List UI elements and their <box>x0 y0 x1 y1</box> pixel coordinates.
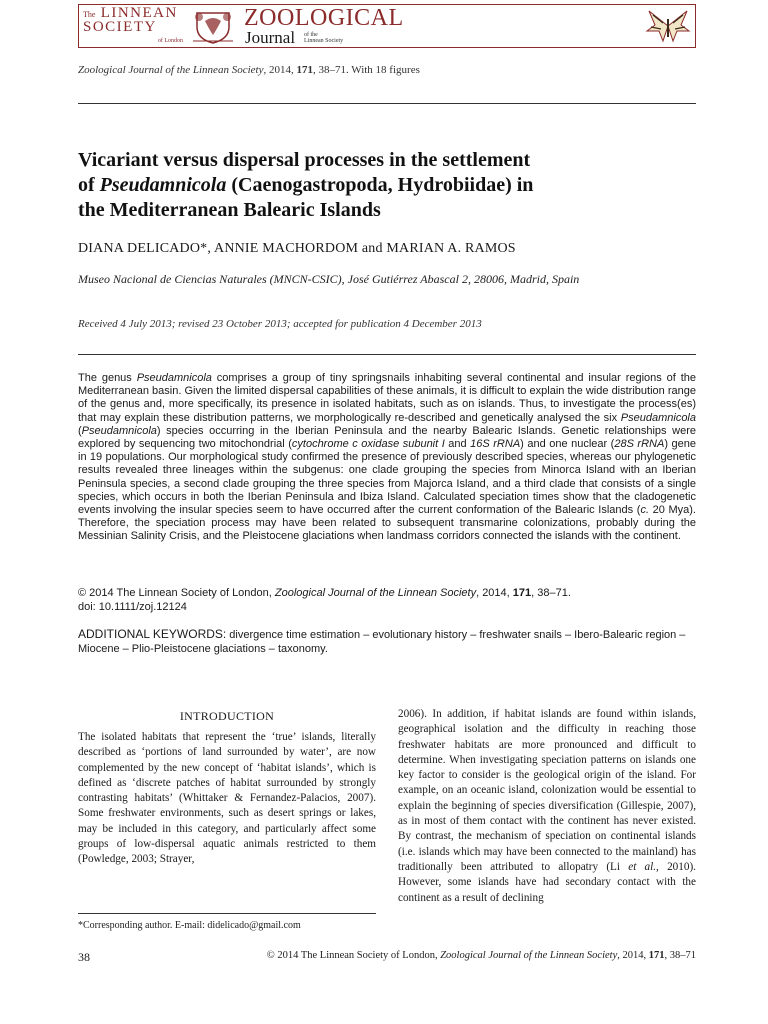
citation-year: , 2014, <box>263 64 297 76</box>
journal-tag2: Linnean Society <box>304 38 344 44</box>
copyright-year: , 2014, <box>476 587 513 599</box>
title-line1: Vicariant versus dispersal processes in the settlement <box>78 149 531 171</box>
abstract-genus: Pseudamnicola <box>136 372 212 384</box>
abstract-text: comprises a group of tiny springsnails inhabiting several continental and insular regions of the Mediterranean basin. Given the limited dispersal capabilities of these animals, it is difficult to explain the wide distribution range of the genus and, more specifically, its presence in isolated habitats, such as on islands. Thus, to investigate the process(es) that may explain these distribution patterns, we morphologically re-described and genetically analysed the six <box>78 372 696 424</box>
journal-word: Journal <box>245 28 296 47</box>
copyright-journal: Zoological Journal of the Linnean Society <box>274 587 477 599</box>
page-number: 38 <box>78 950 90 964</box>
copyright-pages: , 38–71. <box>531 587 571 599</box>
copyright-pre: © 2014 The Linnean Society of London, <box>78 587 275 599</box>
keywords <box>78 627 696 656</box>
journal-zoological: ZOOLOGICAL <box>244 5 404 31</box>
copyright-volume: 171 <box>512 587 532 599</box>
footer-volume: 171 <box>648 950 665 961</box>
abstract-text: ( <box>78 424 82 437</box>
abstract-text: 20 Mya). Therefore, the speciation process may have been related to subsequent transmarine colonizations, probably during the Messinian Salinity Crisis, and the Pleistocene glaciations when landmass corridors connected the islands with the continent. <box>78 504 696 543</box>
footer-pages: , 38–71 <box>664 950 696 961</box>
received-dates: Received 4 July 2013; revised 23 October 2013; accepted for publication 4 December 2013 <box>78 318 482 330</box>
society-line2: SOCIETY <box>83 19 157 35</box>
citation-rest: , 38–71. With 18 figures <box>312 64 420 76</box>
abstract-gene: 28S rRNA <box>614 438 665 451</box>
abstract-text: ) and one nuclear ( <box>520 438 615 451</box>
abstract-text: and <box>444 438 471 451</box>
section-heading-introduction: INTRODUCTION <box>179 709 275 723</box>
abstract-text: ) gene in 19 populations. Our morphological study confirmed the presence of previously described species, whereas our phylogenetic results revealed three lineages within the subgenus: one clade grouping the species from Minorca Island with an Iberian Peninsula species, a second clade grouping the three species from Majorca Island, and a third clade that consists of a single species, which occurs in both the Iberian Peninsula and Ibiza Island. Calculated speciation times show that the cladogenetic events involving the insular species seem to have occurred after the current conformation of the Balearic Islands ( <box>78 438 696 517</box>
keywords-label: ADDITIONAL KEYWORDS: <box>78 627 227 641</box>
abstract-genus: Pseudamnicola <box>81 424 157 437</box>
intro-right-text: 2006). In addition, if habitat islands are found within islands, geographical isolation and the difficulty in reaching those freshwater habitats are more pronounced and difficult to determine. When investigating speciation patterns on islands one key factor to consider is the geological origin of the island. For example, on an oceanic island, colonization would be essential to explain the beginning of species diversification (Gillespie, 2007), as in most of them contact with the continent has never existed. By contrast, the mechanism of speciation on continental islands (i.e. islands which may have been connected to the mainland) has traditionally been attributed to allopatry (Li <box>398 708 696 873</box>
title-line2-pre: of <box>78 174 100 196</box>
citation-volume: 171 <box>296 64 313 76</box>
footnote-divider <box>78 913 376 914</box>
affiliation: Museo Nacional de Ciencias Naturales (MNCN-CSIC), José Gutiérrez Abascal 2, 28006, Madrid, Spain <box>78 272 580 286</box>
abstract-text: The genus <box>78 372 137 384</box>
intro-column-left: The isolated habitats that represent the ‘true’ islands, literally described as ‘portions of land surrounded by water’, are now complemented by the new concept of ‘habitat islands’, which is defined as ‘discrete patches of habitat surrounded by strongly contrasting habitats’ (Whittaker & Fernandez-Palacios, 2007). Some freshwater environments, such as desert springs or lakes, may be included in this category, and particularly affect some groups of low-dispersal aquatic animals restricted to them (Powledge, 2003; Strayer, <box>78 731 376 866</box>
intro-etal: et al. <box>628 860 657 873</box>
society-line1: LINNEAN <box>100 5 178 21</box>
journal-banner <box>78 4 696 48</box>
abstract-gene: cytochrome c oxidase subunit I <box>291 438 445 451</box>
society-wordmark <box>83 7 183 48</box>
footer-pre: © 2014 The Linnean Society of London, <box>266 950 441 961</box>
footer-year: , 2014, <box>617 950 649 961</box>
society-the: The <box>83 10 96 19</box>
doi-link[interactable]: doi: 10.1111/zoj.12124 <box>78 600 187 613</box>
keywords-text: divergence time estimation – evolutionary history – freshwater snails – Ibero-Balearic region – Miocene – Plio-Pleistocene glaciations – taxonomy. <box>78 629 686 655</box>
journal-tag1: of the <box>304 32 318 38</box>
abstract-circa: c. <box>640 504 649 517</box>
footer-journal: Zoological Journal of the Linnean Society <box>440 950 618 961</box>
society-sub: of London <box>157 38 183 44</box>
abstract-gene: 16S rRNA <box>470 438 521 451</box>
intro-column-right <box>398 707 696 906</box>
abstract-text: ) species occurring in the Iberian Peninsula and the nearby Balearic Islands. Genetic relationships were explored by sequencing two mitochondrial ( <box>78 424 696 451</box>
article-title <box>78 148 696 223</box>
intro-right-text: , 2010). However, some islands have had secondary contact with the continent as a result of declining <box>398 860 696 904</box>
title-genus: Pseudamnicola <box>99 174 227 196</box>
title-line2-post: (Caenogastropoda, Hydrobiidae) in <box>226 174 534 196</box>
divider <box>78 103 696 104</box>
corresponding-author-footnote: *Corresponding author. E-mail: didelicado@gmail.com <box>78 920 301 931</box>
page-footer <box>204 950 696 961</box>
swallowtail-butterfly-icon <box>645 7 691 45</box>
copyright-notice <box>78 587 696 614</box>
divider <box>78 354 696 355</box>
citation-journal: Zoological Journal of the Linnean Society <box>78 64 264 76</box>
abstract-genus: Pseudamnicola <box>620 411 696 424</box>
title-line3: the Mediterranean Balearic Islands <box>78 199 381 221</box>
author-list: DIANA DELICADO*, ANNIE MACHORDOM and MARIAN A. RAMOS <box>78 241 516 256</box>
abstract <box>78 372 696 544</box>
linnean-crest-icon <box>191 7 235 45</box>
citation-line <box>78 64 420 76</box>
journal-tagline <box>304 32 343 44</box>
